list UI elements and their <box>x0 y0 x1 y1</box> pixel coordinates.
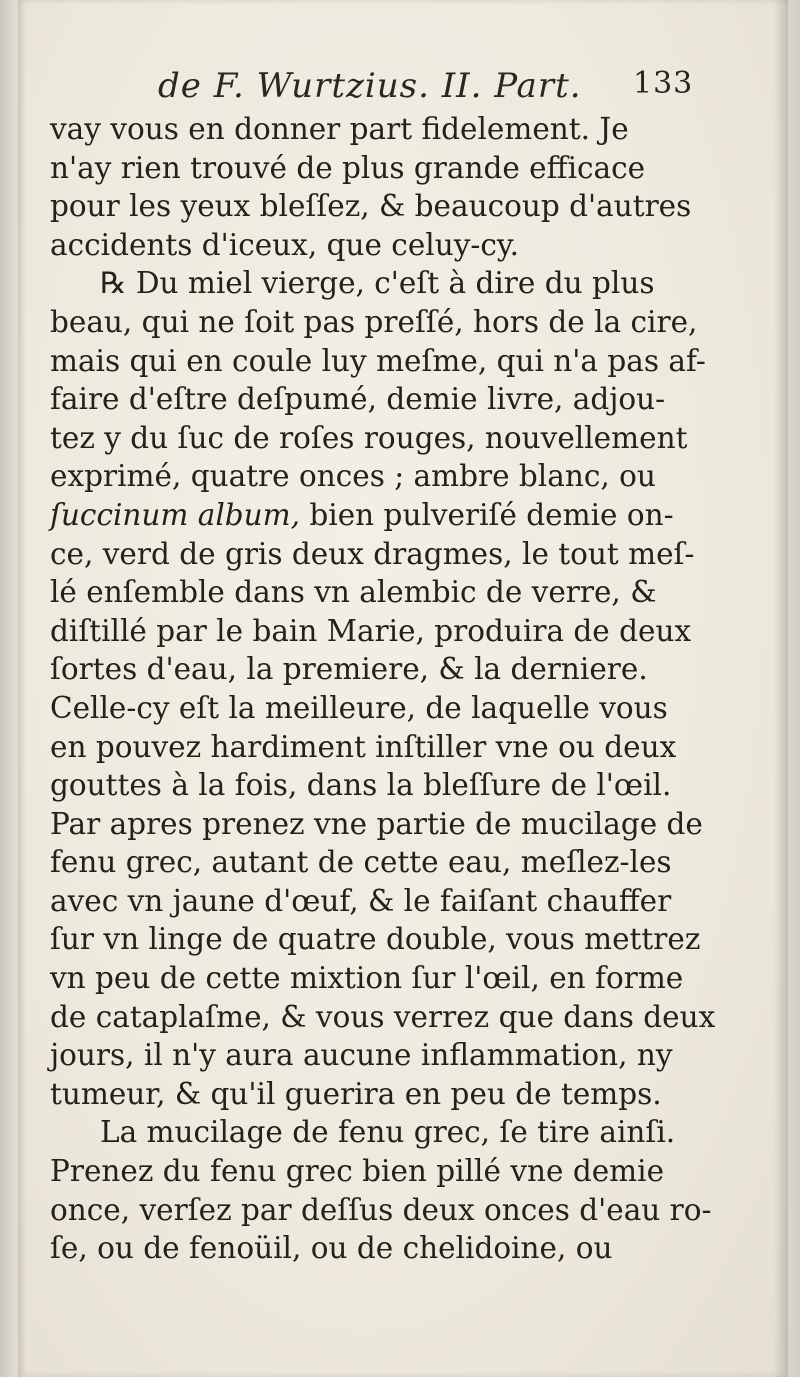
page-edge-shadow <box>774 0 788 1377</box>
line-text: pour les yeux bleſſez, & beaucoup d'autres <box>50 189 692 224</box>
line-text: avec vn jaune d'œuf, & le faiſant chauffer <box>50 883 672 918</box>
text-line <box>50 920 710 959</box>
line-text: lé enſemble dans vn alembic de verre, & <box>50 575 657 610</box>
text-line <box>50 1113 710 1152</box>
line-text: ℞ Du miel vierge, c'eſt à dire du plus <box>100 266 655 301</box>
line-text: de cataplaſme, & vous verrez que dans deux <box>50 999 716 1034</box>
text-line <box>50 264 710 303</box>
line-text: tumeur, & qu'il guerira en peu de temps. <box>50 1076 662 1111</box>
text-line <box>50 766 710 805</box>
text-line <box>50 728 710 767</box>
line-text: exprimé, quatre onces ; ambre blanc, ou <box>50 459 656 494</box>
text-line <box>50 187 710 226</box>
text-line <box>50 226 710 265</box>
line-text: ſortes d'eau, la premiere, & la derniere. <box>50 652 648 687</box>
text-line <box>50 496 710 535</box>
line-text: faire d'eſtre deſpumé, demie livre, adjou- <box>50 382 666 417</box>
italic-latin-term: ſuccinum album, <box>50 497 301 532</box>
line-text: gouttes à la fois, dans la bleſſure de l'œil. <box>50 768 672 803</box>
page-number: 133 <box>633 66 694 101</box>
line-text: vay vous en donner part fidelement. Je <box>50 112 629 146</box>
text-line <box>50 805 710 844</box>
text-line <box>50 882 710 921</box>
line-text: tez y du ſuc de roſes rouges, nouvellement <box>50 420 688 455</box>
text-line <box>50 843 710 882</box>
line-text: n'ay rien trouvé de plus grande efficace <box>50 150 646 185</box>
line-text: fenu grec, autant de cette eau, meſlez-les <box>50 845 672 880</box>
text-line <box>50 1229 710 1268</box>
line-text: Prenez du fenu grec bien pillé vne demie <box>50 1154 665 1189</box>
text-line <box>50 612 710 651</box>
line-text: ſe, ou de fenoüil, ou de chelidoine, ou <box>50 1231 613 1266</box>
text-line <box>50 573 710 612</box>
line-text: vn peu de cette mixtion ſur l'œil, en forme <box>50 961 684 996</box>
line-text: beau, qui ne ſoit pas preſſé, hors de la cire, <box>50 304 698 339</box>
text-line <box>50 1152 710 1191</box>
text-line <box>50 342 710 381</box>
running-head-title: de F. Wurtzius. II. Part. <box>158 66 582 106</box>
line-text: diſtillé par le bain Marie, produira de deux <box>50 613 692 648</box>
text-line <box>50 380 710 419</box>
line-text: Par apres prenez vne partie de mucilage de <box>50 806 703 841</box>
text-line <box>50 457 710 496</box>
line-text: ſur vn linge de quatre double, vous mettrez <box>50 922 701 957</box>
text-line <box>50 110 710 149</box>
text-line <box>50 535 710 574</box>
text-line <box>50 149 710 188</box>
line-text: bien pulveriſé demie on- <box>309 497 674 532</box>
text-line <box>50 998 716 1037</box>
line-text: en pouvez hardiment inſtiller vne ou deux <box>50 729 677 764</box>
book-page <box>18 0 788 1377</box>
text-line <box>50 1191 710 1230</box>
text-line <box>50 689 710 728</box>
text-line <box>50 303 710 342</box>
body-text <box>50 110 716 1268</box>
text-line <box>50 419 710 458</box>
running-head <box>158 66 694 116</box>
line-text: jours, il n'y aura aucune inflammation, ny <box>50 1038 673 1073</box>
line-text: Celle-cy eſt la meilleure, de laquelle vous <box>50 690 668 725</box>
line-text: accidents d'iceux, que celuy-cy. <box>50 227 519 262</box>
line-text: once, verſez par deſſus deux onces d'eau ro- <box>50 1192 712 1227</box>
text-line <box>50 959 710 998</box>
text-line <box>50 1075 710 1114</box>
line-text: La mucilage de fenu grec, ſe tire ainſi. <box>100 1115 676 1150</box>
line-text: mais qui en coule luy meſme, qui n'a pas af- <box>50 343 706 378</box>
line-text: ce, verd de gris deux dragmes, le tout meſ- <box>50 536 695 571</box>
text-line <box>50 650 710 689</box>
text-line <box>50 1036 710 1075</box>
